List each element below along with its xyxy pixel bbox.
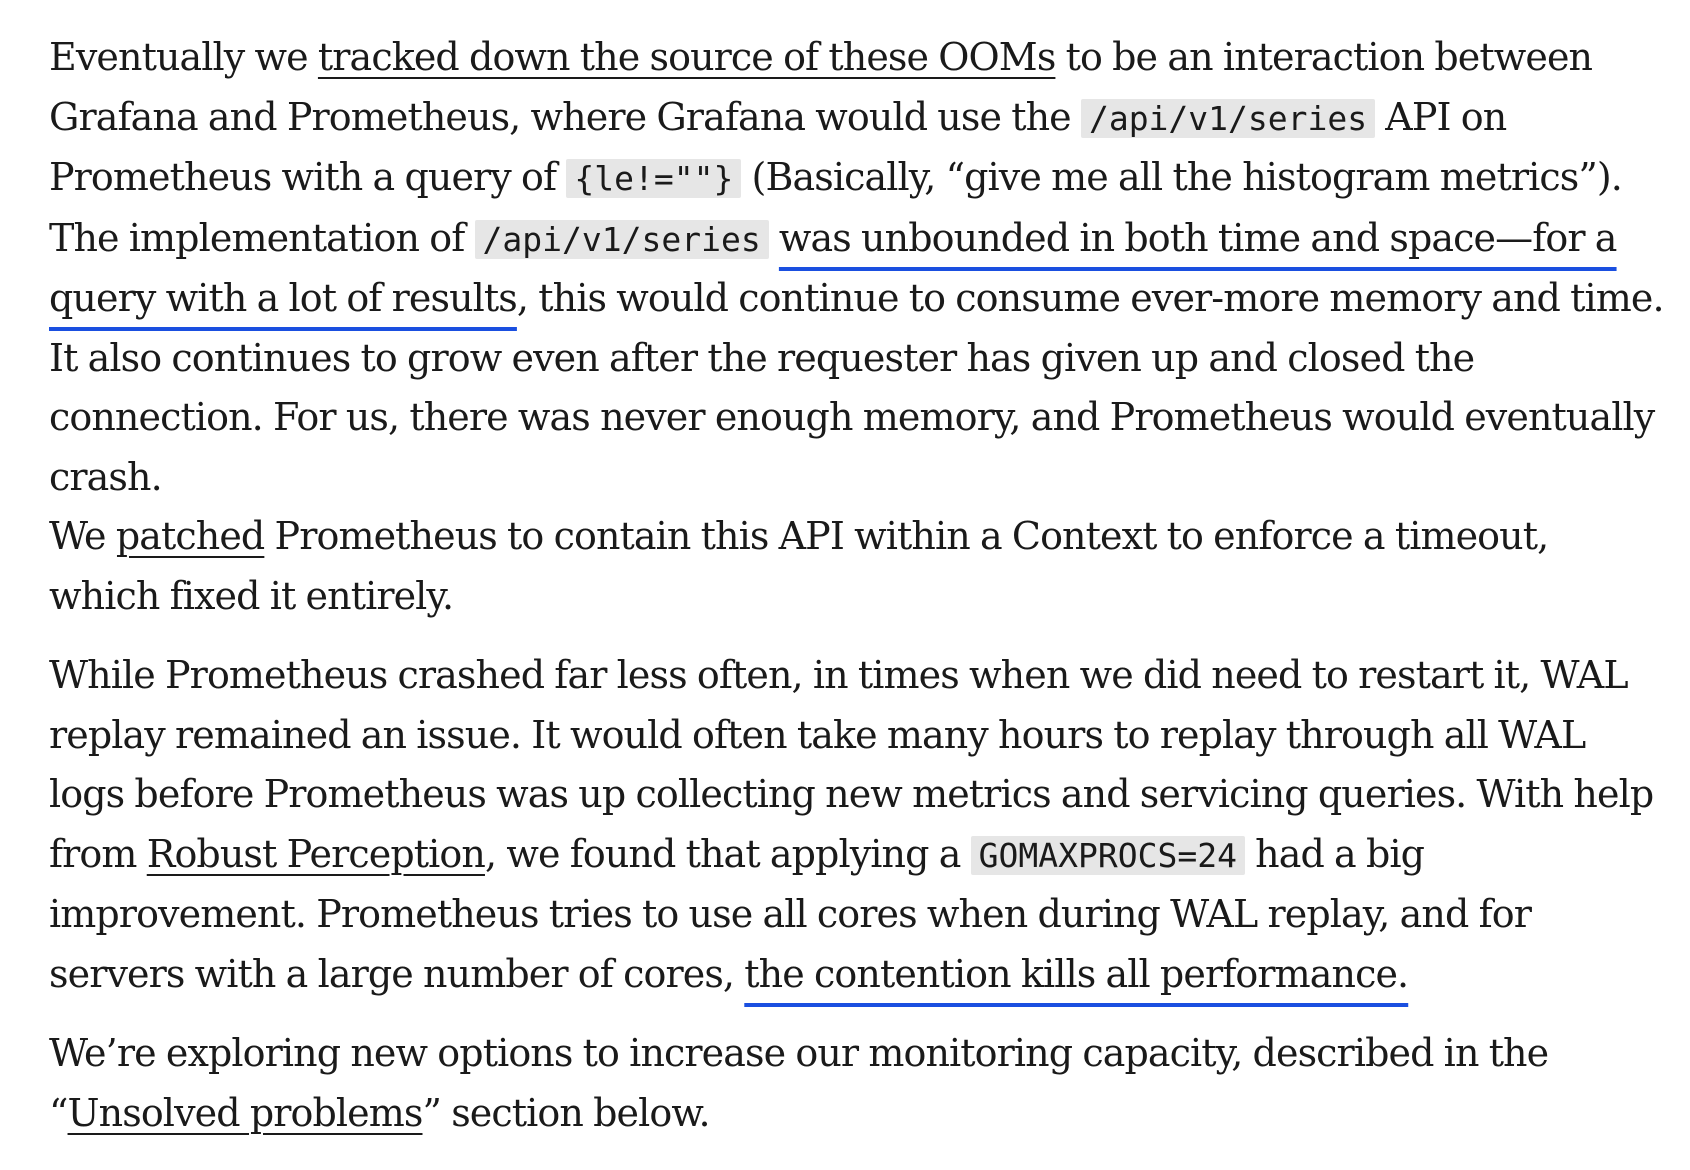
paragraph-wal-replay: [49, 646, 1664, 1004]
text: Prometheus to contain this API within a Context to enforce a timeout, which fixed it entirely.: [49, 514, 1549, 618]
text: We: [49, 514, 116, 558]
paragraph-exploring: [49, 1024, 1664, 1143]
text: ” section below.: [422, 1090, 710, 1135]
text: had a big improvement. Prometheus tries to use all cores when during WAL replay, and for servers with a large number of cores,: [49, 831, 1531, 996]
text: Eventually we: [49, 35, 318, 79]
text: , this would continue to consume ever-more memory and time. It also continues to grow even after the requester has given up and closed the connection. For us, there was never enough memory, and Prometheus would eventually crash.: [49, 276, 1664, 499]
link-patched[interactable]: patched: [115, 514, 265, 558]
code-api-series: /api/v1/series: [1081, 99, 1375, 138]
code-le-query: {le!=""}: [566, 159, 741, 198]
paragraph-oom-cause: [49, 28, 1664, 507]
code-api-series: /api/v1/series: [475, 220, 769, 259]
code-gomaxprocs: GOMAXPROCS=24: [971, 836, 1245, 875]
text: [769, 216, 779, 260]
text: While Prometheus crashed far less often, in times when we did need to restart it, WAL replay remained an issue. It would often take many hours to replay through all WAL logs before Prometheus was up collecting new metrics and servicing queries. With help from: [49, 653, 1654, 876]
text: , we found that applying a: [484, 831, 971, 876]
text: We’re exploring new options to increase our monitoring capacity, described in the “: [49, 1031, 1549, 1135]
article-body: [49, 28, 1664, 1143]
link-oom-source[interactable]: tracked down the source of these OOMs: [317, 35, 1056, 79]
highlighted-text-contention: the contention kills all performance.: [744, 951, 1409, 996]
paragraph-patch: [49, 507, 1664, 626]
text: (Basically, “give me all the histogram metrics”). The implementation of: [49, 155, 1622, 260]
link-unsolved-problems[interactable]: Unsolved problems: [67, 1090, 423, 1135]
text: API on Prometheus with a query of: [49, 94, 1507, 199]
text: to be an interaction between Grafana and Prometheus, where Grafana would use the: [49, 35, 1593, 139]
highlighted-text-unbounded: was unbounded in both time and space—for a query with a lot of results: [49, 215, 1617, 320]
link-robust-perception[interactable]: Robust Perception: [146, 831, 485, 876]
